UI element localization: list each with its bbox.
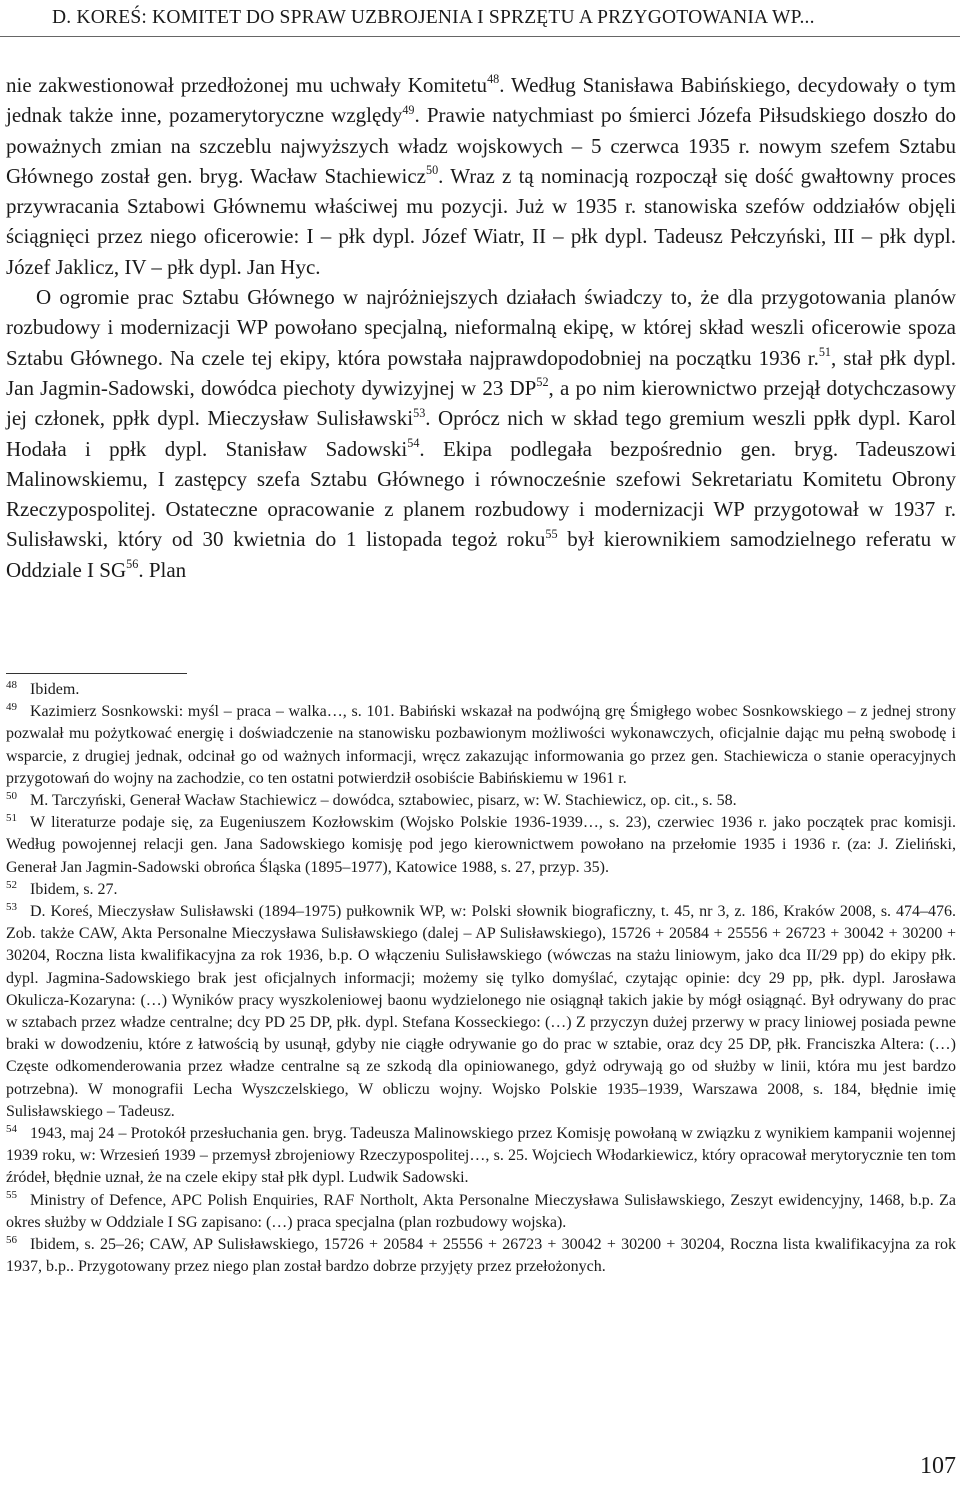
- text-run: nie zakwestionował przedłożonej mu uchwały Komitetu: [6, 73, 488, 97]
- footnote-ref[interactable]: 55: [545, 526, 558, 541]
- text-run: . Plan: [138, 557, 187, 582]
- footnote-ref[interactable]: 49: [402, 102, 415, 117]
- footnote-divider: [6, 673, 187, 674]
- text-run: . Oprócz nich w skład tego gremium weszli ppłk dypl. Karol Hodała i ppłk dypl. Stanisław Sadowski: [6, 406, 956, 461]
- footnote-text: Ibidem, s. 27.: [30, 880, 118, 898]
- footnote-55: 55 Ministry of Defence, APC Polish Enquiries, RAF Northolt, Akta Personalne Mieczysława Sulisławskiego, Zeszyt ewidencyjny, 1468, b.p. Za okres służby w Oddziale I SG zapisano: (…) praca specjalna (plan rozbudowy wojska).: [6, 1189, 956, 1231]
- running-header: D. KOREŚ: KOMITET DO SPRAW UZBROJENIA I SPRZĘTU A PRZYGOTOWANIA WP...: [52, 7, 815, 28]
- footnote-56: 56 Ibidem, s. 25–26; CAW, AP Sulisławskiego, 15726 + 20584 + 25556 + 26723 + 30042 + 30200 + 30204, Roczna lista kwalifikacyjna za rok 1937, b.p.. Przygotowany przez niego plan został bardzo dobrze przyjęty przez przełożonych.: [6, 1233, 956, 1276]
- footnote-53: 53 D. Koreś, Mieczysław Sulisławski (1894–1975) pułkownik WP, w: Polski słownik biograficzny, t. 45, nr 3, z. 186, Kraków 2008, s. 474–476. Zob. także CAW, Akta Personalne Mieczysława Sulisławskiego (dalej – AP Sulisławskiego), 15726 + 20584 + 25556 + 26723 + 30042 + 30200 + 30204, Roczna lista kwalifikacyjna za rok 1936, b.p. O włączeniu Sulisławskiego (wówczas na stażu liniowym, jako dca II/29 pp) do ekipy płk. dypl. Jagmina-Sadowskiego brak jest oficjalnych informacji; możemy się tylko domyślać, czytając opinie: dcy 29 pp, płk. dypl. Jarosława Okulicza-Kozaryna: (…) Wyników pracy wyszkoleniowej baonu wydzielonego nie osiągnął takich jakie by mógł osiągnąć. Był odrywany do prac w sztabach przez władze centralne; dcy PD 25 DP, płk. dypl. Stefana Kosseckiego: (…) Z przyczyn dużej przerwy w pracy liniowej posiada pewne braki w dowodzeniu, które z łatwością by usunął, gdyby nie ciągłe odrywanie go do prac w sztabie, oraz dcy 25 DP, płk. Franciszka Altera: (…) Częste odkomenderowania przez władze centralne są ze szkodą dla opiniowanego, gdyż odrywają go od służby w linii, która mu jest bardzo potrzebna). W monografii Lecha Wyszczelskiego, W obliczu wojny. Wojsko Polskie 1935–1939, Warszawa 2008, s. 184, błędnie imię Sulisławskiego – Tadeusz.: [6, 900, 956, 1120]
- footnote-ref[interactable]: 48: [487, 72, 500, 87]
- footnote-text: M. Tarczyński, Generał Wacław Stachiewicz – dowódca, sztabowiec, pisarz, w: W. Stachiewicz, op. cit., s. 58.: [30, 792, 737, 810]
- page-number: 107: [920, 1453, 956, 1479]
- text-run: . Ekipa podlegała bezpośrednio gen. bryg. Tadeuszowi Malinowskiemu, I zastępcy szefa Sztabu Głównego i równocześnie szefowi Sekretariatu Komitetu Obrony Rzeczypospolitej. Ostateczne opracowanie z planem rozbudowy i modernizacji WP przygotował w 1937 r. Sulisławski, który od 30 kwietnia do 1 listopada tegoż roku: [6, 436, 956, 552]
- main-text: [6, 70, 956, 585]
- footnotes: [6, 679, 956, 1278]
- text-run: O ogromie prac Sztabu Głównego w najróżniejszych działach świadczy to, że dla przygotowania planów rozbudowy i modernizacji WP powołano specjalną, nieformalną ekipę, w której skład weszli oficerowie spoza Sztabu Głównego. Na czele tej ekipy, która powstała najprawdopodobniej na początku 1936 r.: [6, 285, 956, 370]
- text-run: . Według Stanisława Babińskiego, decydowały o tym jednak także inne, pozamerytoryczne względy: [6, 73, 956, 128]
- footnote-52: 52 Ibidem, s. 27.: [6, 878, 118, 898]
- footnote-50: 50 M. Tarczyński, Generał Wacław Stachiewicz – dowódca, sztabowiec, pisarz, w: W. Stachiewicz, op. cit., s. 58.: [6, 789, 737, 810]
- text-run: . Wraz z tą nominacją rozpoczął się dość gwałtowny proces przywracania Sztabowi Głównemu właściwej mu pozycji. Już w 1935 r. stanowiska szefów oddziałów objęli ściągnięci przez niego oficerowie: I – płk dypl. Józef Wiatr, II – płk dypl. Tadeusz Pełczyński, III – płk dypl. Józef Jaklicz, IV – płk dypl. Jan Hyc.: [6, 163, 956, 279]
- footnote-ref[interactable]: 50: [425, 163, 439, 178]
- text-run: . Prawie natychmiast po śmierci Józefa Piłsudskiego doszło do poważnych zmian na szczeblu najwyższych władz wojskowych – 5 czerwca 1935 r. nowym szefem Sztabu Głównego został gen. bryg. Wacław Stachiewicz: [6, 103, 956, 188]
- footnote-49: 49 Kazimierz Sosnkowski: myśl – praca – walka…, s. 101. Babiński wskazał na podwójną grę Śmigłego wobec Sosnkowskiego – z jednej strony pozwalał mu pożytkować energię i doświadczenie na stanowisku pozbawionym możliwości wykonawczych, oficjalnie dając mu pełną swobodę i wsparcie, z drugiej jednak, odcinał go od ważnych informacji, wręcz zakazując informowania go przez gen. Stachiewicza o stanie operacyjnych przygotowań do wojny na zachodzie, co ten ostatni potwierdził osobiście Babińskiemu w 1961 r.: [6, 700, 956, 787]
- footnote-ref[interactable]: 54: [407, 435, 420, 450]
- footnote-text: Kazimierz Sosnkowski: myśl – praca – walka…, s. 101. Babiński wskazał na podwójną grę Śmigłego wobec Sosnkowskiego – z jednej strony pozwalał mu pożytkować energię i doświadczenie na stanowisku pozbawionym możliwości wykonawczych, oficjalnie dając mu pełną swobodę i wsparcie, z drugiej jednak, odcinał go od ważnych informacji, wręcz zakazując informowania go przez gen. Stachiewicza o stanie operacyjnych przygotowań do wojny na zachodzie, co ten ostatni potwierdził osobiście Babińskiemu w 1961 r.: [6, 703, 956, 787]
- footnote-text: D. Koreś, Mieczysław Sulisławski (1894–1975) pułkownik WP, w: Polski słownik biograficzny, t. 45, nr 3, z. 186, Kraków 2008, s. 474–476. Zob. także CAW, Akta Personalne Mieczysława Sulisławskiego (dalej – AP Sulisławskiego), 15726 + 20584 + 25556 + 26723 + 30042 + 30200 + 30204, Roczna lista kwalifikacyjna za rok 1936, b.p. O włączeniu Sulisławskiego (wówczas na stażu liniowym, jako dca II/29 pp) do ekipy płk. dypl. Jagmina-Sadowskiego brak jest oficjalnych informacji; możemy się tylko domyślać, czytając opinie: dcy 29 pp, płk. dypl. Jarosława Okulicza-Kozaryna: (…) Wyników pracy wyszkoleniowej baonu wydzielonego nie osiągnął takich jakie by mógł osiągnąć. Był odrywany do prac w sztabach przez władze centralne; dcy PD 25 DP, płk. dypl. Stefana Kosseckiego: (…) Z przyczyn dużej przerwy w pracy liniowej posiada pewne braki w dowodzeniu, które z łatwością by usunął, gdyby nie ciągłe odrywanie go do prac w sztabie, oraz dcy 25 DP, płk. Franciszka Altera: (…) Częste odkomenderowania przez władze centralne są ze szkodą dla opiniowanego, gdyż odrywają go od służby w linii, która mu jest bardzo potrzebna). W monografii Lecha Wyszczelskiego, W obliczu wojny. Wojsko Polskie 1935–1939, Warszawa 2008, s. 184, błędnie imię Sulisławskiego – Tadeusz.: [6, 903, 956, 1120]
- footnote-text: Ministry of Defence, APC Polish Enquiries, RAF Northolt, Akta Personalne Mieczysława Sulisławskiego, Zeszyt ewidencyjny, 1468, b.p. Za okres służby w Oddziale I SG zapisano: (…) praca specjalna (plan rozbudowy wojska).: [6, 1191, 956, 1231]
- footnote-48: 48 Ibidem.: [6, 678, 80, 698]
- footnote-text: W literaturze podaje się, za Eugeniuszem Kozłowskim (Wojsko Polskie 1936-1939…, s. 23), czerwiec 1936 r. jako początek prac komisji. Według powojennej relacji gen. Jana Sadowskiego komisję pod jego kierownictwem powołano na przełomie 1935 i 1936 r. (za: J. Zieliński, Generał Jan Jagmin-Sadowski obrońca Śląska (1895–1977), Katowice 1988, s. 27, przyp. 35).: [6, 814, 956, 876]
- footnote-text: 1943, maj 24 – Protokół przesłuchania gen. bryg. Tadeusza Malinowskiego przez Komisję powołaną w związku z wynikiem kampanii wojennej 1939 roku, w: Wrzesień 1939 – przemysł zbrojeniowy Rzeczypospolitej…, s. 25. Wojciech Włodarkiewicz, który opracował merytorycznie ten tom źródeł, błędnie uznał, że na czele ekipy stał płk dypl. Ludwik Sadowski.: [6, 1125, 956, 1187]
- footnote-text: Ibidem, s. 25–26; CAW, AP Sulisławskiego, 15726 + 20584 + 25556 + 26723 + 30042 + 30200 + 30204, Roczna lista kwalifikacyjna za rok 1937, b.p.. Przygotowany przez niego plan został bardzo dobrze przyjęty przez przełożonych.: [6, 1236, 956, 1276]
- text-run: był kierownikiem samodzielnego referatu w Oddziale I SG: [6, 527, 956, 582]
- footnote-ref[interactable]: 53: [413, 405, 426, 420]
- footnote-text: Ibidem.: [30, 681, 80, 698]
- footnote-54: 54 1943, maj 24 – Protokół przesłuchania gen. bryg. Tadeusza Malinowskiego przez Komisję powołaną w związku z wynikiem kampanii wojennej 1939 roku, w: Wrzesień 1939 – przemysł zbrojeniowy Rzeczypospolitej…, s. 25. Wojciech Włodarkiewicz, który opracował merytorycznie ten tom źródeł, błędnie uznał, że na czele ekipy stał płk dypl. Ludwik Sadowski.: [6, 1122, 956, 1187]
- text-run: , stał płk dypl. Jan Jagmin-Sadowski, dowódca piechoty dywizyjnej w 23 DP: [6, 345, 956, 400]
- footnote-51: 51 W literaturze podaje się, za Eugeniuszem Kozłowskim (Wojsko Polskie 1936-1939…, s. 23), czerwiec 1936 r. jako początek prac komisji. Według powojennej relacji gen. Jana Sadowskiego komisję pod jego kierownictwem powołano na przełomie 1935 i 1936 r. (za: J. Zieliński, Generał Jan Jagmin-Sadowski obrońca Śląska (1895–1977), Katowice 1988, s. 27, przyp. 35).: [6, 811, 956, 876]
- footnote-ref[interactable]: 56: [126, 557, 139, 572]
- footnote-ref[interactable]: 51: [818, 345, 831, 360]
- footnote-ref[interactable]: 52: [536, 375, 549, 390]
- paragraph-1: [6, 70, 956, 282]
- paragraph-2: [6, 282, 956, 585]
- text-run: , a po nim kierownictwo przejął dotychczasowy jej członek, ppłk dypl. Mieczysław Sulisławski: [6, 375, 956, 431]
- header-divider: [0, 36, 960, 37]
